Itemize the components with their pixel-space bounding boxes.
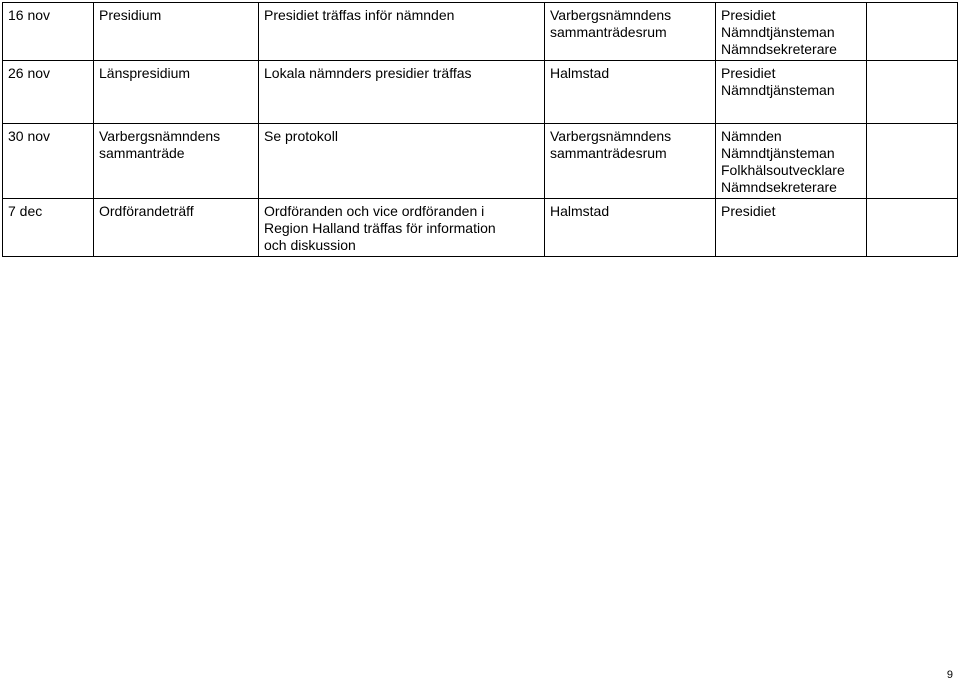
description-line: Ordföranden och vice ordföranden i: [264, 203, 485, 219]
participant-line: Folkhälsoutvecklare: [721, 162, 845, 178]
description-cell: [259, 3, 545, 61]
description-line: Region Halland träffas för information: [264, 220, 496, 236]
participants-cell: [716, 61, 867, 124]
date: 30 nov: [8, 128, 51, 144]
empty-cell: [867, 199, 958, 257]
empty-cell: [867, 61, 958, 124]
date: 16 nov: [8, 7, 51, 23]
participants-cell: [716, 124, 867, 199]
date: 7 dec: [8, 203, 43, 219]
participant-line: Nämndsekreterare: [721, 179, 837, 195]
schedule-table: [2, 2, 958, 257]
participant-line: Nämndtjänsteman: [721, 24, 835, 40]
participant-line: Presidiet: [721, 203, 776, 219]
description-cell: [259, 124, 545, 199]
location-cell: [545, 3, 716, 61]
description-cell: [259, 61, 545, 124]
meeting-cell: [94, 3, 259, 61]
empty-cell: [867, 3, 958, 61]
participant-line: Presidiet: [721, 65, 776, 81]
participant-line: Nämnden: [721, 128, 782, 144]
location-line: Halmstad: [550, 65, 610, 81]
description-line: Presidiet träffas inför nämnden: [264, 7, 455, 23]
table-row: [3, 199, 958, 257]
meeting-line: Varbergsnämndens: [99, 128, 221, 144]
date-cell: [3, 61, 94, 124]
date: 26 nov: [8, 65, 51, 81]
participant-line: Nämndtjänsteman: [721, 145, 835, 161]
description-line: och diskussion: [264, 237, 356, 253]
location-cell: [545, 199, 716, 257]
participant-line: Presidiet: [721, 7, 776, 23]
location-line: Varbergsnämndens: [550, 7, 672, 23]
meeting-cell: [94, 199, 259, 257]
date-cell: [3, 3, 94, 61]
location-line: sammanträdesrum: [550, 145, 667, 161]
page-number: 9: [946, 669, 953, 681]
location-line: Varbergsnämndens: [550, 128, 672, 144]
participant-line: Nämndsekreterare: [721, 41, 837, 57]
participant-line: Nämndtjänsteman: [721, 82, 835, 98]
description-cell: [259, 199, 545, 257]
empty-cell: [867, 124, 958, 199]
meeting-line: sammanträde: [99, 145, 185, 161]
description-line: Se protokoll: [264, 128, 338, 144]
date-cell: [3, 199, 94, 257]
table-row: [3, 124, 958, 199]
meeting-line: Ordförandeträff: [99, 203, 194, 219]
table-row: [3, 3, 958, 61]
meeting-line: Presidium: [99, 7, 162, 23]
location-cell: [545, 61, 716, 124]
location-line: Halmstad: [550, 203, 610, 219]
description-line: Lokala nämnders presidier träffas: [264, 65, 472, 81]
meeting-cell: [94, 124, 259, 199]
table-row: [3, 61, 958, 124]
location-cell: [545, 124, 716, 199]
date-cell: [3, 124, 94, 199]
meeting-cell: [94, 61, 259, 124]
location-line: sammanträdesrum: [550, 24, 667, 40]
meeting-line: Länspresidium: [99, 65, 191, 81]
participants-cell: [716, 3, 867, 61]
participants-cell: [716, 199, 867, 257]
